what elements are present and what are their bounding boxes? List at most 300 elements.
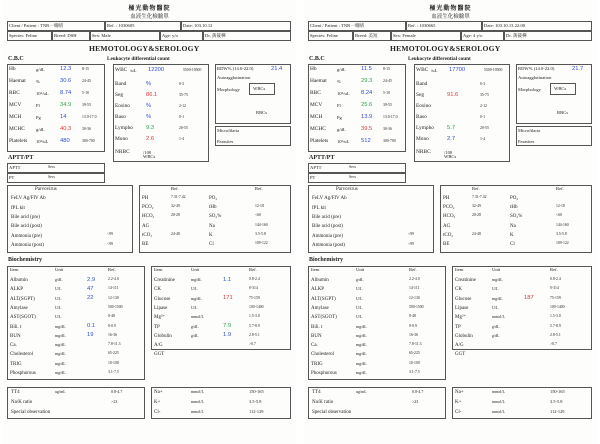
parvo-row: Bile acid (post)	[312, 224, 343, 230]
gas-row-range: 20-28	[171, 213, 180, 218]
morph-label: Morphology	[217, 87, 240, 92]
bio-b-range: 2.8-5.1	[550, 332, 561, 337]
bio-b-unit: mg/dL	[492, 277, 503, 282]
cbc-row-unit: 10³/uL	[337, 138, 350, 144]
bio-a-item-h: Item	[10, 267, 19, 272]
bio-a-name: BUN	[10, 333, 21, 339]
parvo-row: Ammonia (post)	[11, 242, 44, 248]
microfilaria-label: Microfilaria	[518, 128, 541, 133]
pt-secs: Secs	[48, 174, 55, 179]
species-field: Species: Feline	[9, 32, 37, 38]
bio-a-value: 19	[87, 332, 94, 339]
bio-b-unit: g/dL	[191, 332, 199, 338]
gas-ref-header: Ref.	[171, 186, 179, 191]
cbc-row-range: 13.0-17.0	[82, 114, 97, 119]
diff-row-name: Mono	[416, 136, 429, 142]
gas-row-range2: 109-122	[255, 241, 268, 245]
bio-a-unit: U/L	[55, 314, 62, 320]
bio-a-name: TRIG	[311, 361, 323, 367]
nak-label: Na/K ratio	[312, 400, 334, 405]
bio-b-name: A/G	[455, 343, 464, 349]
biochem-heading: Biochemistry	[8, 257, 42, 263]
bio-b-range: 75-159	[550, 295, 561, 300]
bio-a-name: ALT(SGPT)	[311, 296, 336, 302]
bio-a-unit: U/L	[356, 314, 363, 320]
bio-a-unit: mg/dL	[55, 323, 66, 329]
cbc-row-unit: 10⁶/uL	[36, 90, 49, 96]
bio-a-range: 0-48	[108, 314, 115, 319]
rdw-label: RDW% (14.0-22.0)	[217, 66, 254, 71]
bio-b-unit: mg/dL	[492, 295, 503, 301]
hemo-title: HEMOTOLOGY&SEROLOGY	[89, 44, 200, 53]
bio-a-name: Bili. t	[311, 324, 323, 330]
bio-a-name: BUN	[311, 333, 322, 339]
gas-row-name: BE	[142, 242, 149, 247]
bio-b-name: TP	[154, 324, 160, 330]
cbc-row-name: MCV	[9, 102, 22, 108]
cbc-row-range: 300-700	[383, 138, 396, 143]
bio-a-name: AST(SGOT)	[10, 315, 36, 321]
cbc-heading: C.B.C	[8, 56, 24, 62]
diff-row-range: 1-4	[179, 136, 185, 141]
diff-row-name: Lympho	[416, 125, 434, 131]
cbc-row-value: 8.74	[60, 89, 72, 96]
bio-a-unit: U/L	[356, 295, 363, 301]
wbc-range: 5500-19500	[484, 67, 503, 72]
date-field: Date: 103.10.12	[183, 22, 213, 28]
cbc-row-unit: %	[337, 78, 341, 84]
rbcs-label: RBCs	[557, 110, 568, 115]
bio-a-unit: U/L	[55, 304, 62, 310]
gas-row-name2: Na	[510, 223, 516, 229]
gas-row-range2: <60	[556, 213, 562, 218]
bio-a-name: TRIG	[10, 361, 22, 367]
bio-a-range: 2.2-4.0	[108, 277, 119, 281]
bio-a-name: Albumin	[311, 278, 329, 283]
cbc-row-name: Haemat	[9, 78, 26, 84]
gas-row-range: 24-48	[171, 231, 180, 236]
cbc-row-name: Hb	[310, 66, 317, 72]
parvo-row: Parvovirus	[35, 187, 57, 192]
cbc-row-value: 25.6	[361, 101, 373, 108]
pt-label: PT	[9, 174, 15, 180]
bio-a-unit: mg/dL	[356, 332, 367, 338]
bio-a-range: 0-48	[409, 314, 416, 319]
elec-range: 112-129	[550, 409, 565, 414]
bio-b-unit-h: Unit	[191, 267, 200, 272]
bio-a-unit: U/L	[55, 286, 62, 292]
elec-table	[151, 387, 291, 419]
gas-row-range2: <60	[255, 213, 261, 218]
parasites-label: Parasites	[217, 139, 234, 144]
bio-a-range: 3.1-7.5	[108, 370, 119, 374]
gas-row-name: AG	[142, 223, 150, 229]
ammonia-post-range: <99	[107, 241, 113, 246]
client-field: Client / Patient : TNR一晴晴	[310, 22, 365, 28]
bio-a-name: Amylase	[10, 305, 28, 311]
gas-row-name2: K	[510, 232, 514, 238]
cbc-row-name: Haemat	[310, 78, 327, 84]
bio-b-range: 0-314	[550, 286, 559, 291]
diff-row-name: Seg	[416, 92, 425, 98]
bio-b-ref-h: Ref.	[249, 267, 257, 272]
bio-a-range: 0-0.9	[409, 323, 417, 328]
tt4-range: 0.8-4.7	[111, 389, 123, 394]
aptt-secs: Secs	[349, 164, 356, 169]
cbc-row-value: 480	[60, 137, 70, 144]
elec-unit: mmol/L	[191, 399, 204, 404]
gas-row-name: PCO₂	[443, 205, 455, 211]
diff-row-value: %	[146, 102, 152, 109]
gas-ref-header-2: Ref.	[556, 186, 564, 191]
bio-b-name: Lipase	[154, 305, 168, 311]
cbc-row-name: Platelets	[9, 138, 28, 144]
bio-a-range: 14-111	[409, 286, 420, 291]
bio-a-unit: U/L	[55, 295, 62, 301]
gas-row-name2: tHb	[209, 205, 217, 211]
elec-unit: mmol/L	[492, 389, 505, 394]
bio-a-unit-h: Unit	[55, 267, 64, 272]
cbc-row-value: 512	[361, 137, 371, 144]
diff-row-range: 1-4	[480, 136, 486, 141]
bio-a-name: Bili. t	[10, 324, 22, 330]
report-title: 血液生化檢驗單	[130, 14, 169, 20]
elec-name: Cl-	[455, 410, 462, 415]
cbc-row-range: 13.0-17.0	[383, 114, 398, 119]
diff-row-name: Baso	[115, 114, 126, 120]
bio-b-range: 75-159	[249, 295, 260, 300]
bio-b-name: Globulin	[154, 333, 172, 339]
diff-row-value: 91.6	[447, 91, 459, 98]
nak-range: >23	[111, 399, 118, 404]
elec-range: 150-165	[550, 389, 565, 394]
bio-a-unit: mg/dL	[356, 351, 367, 357]
cbc-row-value: 30.6	[60, 77, 72, 84]
age-field: Age: 4 y/o	[463, 32, 483, 38]
bio-a-name: Albumin	[10, 278, 28, 283]
parvo-row: Bile acid (pre)	[11, 214, 40, 220]
biochem-heading: Biochemistry	[309, 257, 343, 263]
bio-b-value: 171	[223, 295, 233, 302]
bio-b-range: 0-314	[249, 286, 258, 291]
elec-range: 3.5-5.8	[249, 399, 262, 404]
age-field: Age: y/o	[162, 32, 178, 38]
cbc-row-range: 8-15	[82, 66, 89, 71]
gas-row-name: PH	[443, 196, 450, 201]
rdw-value: 21.7	[572, 65, 584, 72]
bio-a-name: Ca.	[10, 343, 17, 349]
elec-range: 112-129	[249, 409, 264, 414]
sex-field: Sex: Female	[393, 32, 416, 38]
wbcs-label: WBCs	[554, 86, 567, 91]
ref-field: Ref. : 1030605	[107, 22, 135, 28]
cbc-row-range: 8-15	[383, 66, 390, 71]
diff-row-name: Band	[416, 81, 428, 87]
nak-label: Na/K ratio	[11, 400, 33, 405]
diff-row-range: 35-75	[179, 92, 188, 97]
tt4-unit: ug/mL	[356, 389, 367, 394]
microfilaria-label: Microfilaria	[217, 128, 240, 133]
dr-field: Dr. 黃筱樺	[205, 32, 226, 38]
cbc-row-unit: g/dL	[36, 66, 45, 72]
bio-a-range: 2.2-4.0	[409, 277, 420, 281]
nrbc-label: NRBC	[115, 149, 130, 155]
diff-row-value: %	[146, 113, 152, 120]
cbc-row-name: MCH	[9, 114, 22, 120]
gas-row-name2: Cl	[510, 242, 515, 247]
bio-a-name: Amylase	[311, 305, 329, 311]
bio-a-name: Cholesterol	[10, 352, 34, 358]
bio-a-range: 10-100	[409, 360, 420, 365]
bio-a-unit: mg/dL	[55, 370, 66, 375]
bio-a-range: 12-130	[409, 295, 420, 300]
autoagg-label: Autoagglutination	[217, 75, 251, 80]
tt4-range: 0.8-4.7	[412, 389, 424, 394]
bio-a-range: 10-100	[108, 360, 119, 365]
bio-a-ref-h: Ref.	[409, 267, 417, 272]
gas-row-range2: 3.5-5.8	[556, 231, 567, 236]
bio-b-unit: mg/dL	[191, 277, 202, 282]
bio-a-table	[7, 266, 145, 380]
bio-b-name: GGT	[154, 352, 165, 358]
gas-row-range: 32-49	[171, 204, 180, 209]
bio-a-range: 12-130	[108, 295, 119, 300]
cbc-row-unit: g/dL	[337, 126, 346, 132]
cbc-row-range: 39-55	[82, 102, 91, 107]
bio-a-unit: g/dL	[55, 277, 63, 282]
bio-a-name: ALKP	[10, 287, 24, 293]
bio-a-unit-h: Unit	[356, 267, 365, 272]
cbc-row-value: 34.9	[60, 101, 72, 108]
bio-a-value: 47	[87, 285, 94, 292]
gas-row-name2: K	[209, 232, 213, 238]
bio-b-unit: mmol/L	[191, 314, 204, 320]
hospital-name: 極光動物醫院	[429, 6, 472, 12]
cbc-row-range: 30-36	[383, 126, 392, 131]
bio-b-unit: g/dL	[191, 323, 199, 329]
date-field: Date: 103.10.13 22:00	[484, 22, 526, 28]
rdw-value: 21.4	[271, 65, 283, 72]
bio-a-name: Phosphorous	[311, 371, 337, 376]
pt-label: PT	[310, 174, 316, 180]
diff-row-name: Eosino	[416, 103, 431, 109]
gas-row-name: tCO₂	[443, 232, 454, 238]
gas-row-name: PCO₂	[142, 205, 154, 211]
aptt-pt-heading: APTT/PT	[309, 155, 335, 161]
bio-b-item-h: Item	[154, 267, 163, 272]
diff-row-value: 2.6	[146, 135, 155, 142]
tt4-label: TT4	[11, 390, 20, 395]
bio-a-unit: mg/dL	[55, 332, 66, 338]
bio-b-name: Globulin	[455, 333, 473, 339]
bio-a-range: 7.8-11.3	[108, 342, 121, 347]
bio-b-value: 1.1	[223, 276, 232, 283]
parvo-row: Parvovirus	[336, 187, 358, 192]
diff-row-range: 2-12	[480, 103, 487, 108]
aptt-pt-heading: APTT/PT	[8, 155, 34, 161]
bio-a-range: 16-36	[108, 332, 117, 337]
nrbc-unit: /100 WBCs	[444, 149, 457, 160]
bio-a-range: 0-0.9	[108, 323, 116, 328]
bio-a-unit: mg/dL	[55, 351, 66, 357]
aptt-label: APTT	[310, 164, 322, 170]
gas-row-name2: SO₂%	[209, 214, 222, 220]
bio-b-unit: mg/dL	[191, 295, 202, 301]
cbc-row-unit: Fl	[36, 102, 40, 108]
parvo-row: Ammonia (pre)	[11, 233, 42, 239]
breed-field: Breed: 美短	[355, 32, 378, 38]
elec-unit: mmol/L	[191, 389, 204, 394]
bio-a-unit: mg/dL	[356, 342, 367, 348]
cbc-heading: C.B.C	[309, 56, 325, 62]
bio-a-unit: mg/dL	[356, 370, 367, 375]
gas-row-name: PH	[142, 196, 149, 201]
diff-row-range: 0-1	[179, 114, 185, 119]
lab-report-left	[3, 0, 296, 444]
gas-ref-header: Ref.	[472, 186, 480, 191]
aptt-box	[7, 163, 105, 173]
cbc-row-unit: g/dL	[36, 126, 45, 132]
parasites-label: Parasites	[518, 139, 535, 144]
parvo-row: FeLV Ag/FIV Ab	[11, 196, 46, 202]
wbc-label: WBC	[416, 67, 429, 73]
bio-a-unit: mg/dL	[356, 360, 367, 366]
bio-a-range: 14-111	[108, 286, 119, 291]
tt4-unit: ug/mL	[55, 389, 66, 394]
elec-name: Na+	[455, 390, 464, 395]
elec-name: Cl-	[154, 410, 161, 415]
diff-row-range: 20-55	[480, 125, 489, 130]
bio-a-range: 500-1500	[409, 304, 424, 309]
elec-unit: mmol/L	[492, 409, 505, 414]
pt-secs: Secs	[349, 174, 356, 179]
gas-row-range: 7.31-7.42	[472, 195, 487, 199]
diff-row-name: Mono	[115, 136, 128, 142]
gas-row-name: HCO₃	[142, 214, 155, 220]
diff-row-range: 0-3	[480, 81, 486, 86]
bio-b-range: >0.7	[249, 342, 256, 347]
gas-row-name2: tHb	[510, 205, 518, 211]
wbc-value: 12200	[148, 66, 165, 73]
parvo-row: Bile acid (post)	[11, 224, 42, 230]
bio-b-range: 0.8-2.4	[249, 277, 260, 281]
elec-unit: mmol/L	[492, 399, 505, 404]
diff-row-range: 0-3	[179, 81, 185, 86]
parvo-row: Ammonia (post)	[312, 242, 345, 248]
bio-b-range: 1.5-3.0	[550, 314, 561, 319]
cbc-row-value: 39.5	[361, 125, 373, 132]
bio-b-range: 5.7-8.9	[550, 323, 561, 328]
species-field: Species: Feline	[310, 32, 338, 38]
bio-b-name: Lipase	[455, 305, 469, 311]
bio-a-range: 65-225	[108, 351, 119, 356]
bio-a-name: Phosphorous	[10, 371, 36, 376]
elec-unit: mmol/L	[191, 409, 204, 414]
cbc-row-unit: 10⁶/uL	[337, 90, 350, 96]
diff-row-value: 86.1	[146, 91, 158, 98]
aptt-box	[308, 163, 406, 173]
bio-b-name: CK	[154, 287, 161, 293]
cbc-row-value: 8.24	[361, 89, 373, 96]
bio-a-ref-h: Ref.	[108, 267, 116, 272]
bio-a-range: 7.8-11.3	[409, 342, 422, 347]
wbc-label: WBC	[115, 67, 128, 73]
bio-a-unit: g/dL	[356, 277, 364, 282]
bio-b-range: >0.7	[550, 342, 557, 347]
cbc-row-name: RBC	[310, 90, 321, 96]
gas-row-range: 24-48	[472, 231, 481, 236]
bio-b-range: 100-1400	[249, 304, 264, 309]
autoagg-label: Autoagglutination	[518, 75, 552, 80]
parvo-row: fPL kit	[312, 205, 326, 211]
bio-a-item-h: Item	[311, 267, 320, 272]
wbc-unit: /uL	[130, 67, 137, 73]
cbc-row-value: 13.9	[361, 113, 373, 120]
cbc-row-name: MCH	[310, 114, 323, 120]
gas-row-range2: 12-18	[255, 204, 264, 209]
elec-table	[452, 387, 592, 419]
cbc-row-unit: %	[36, 78, 40, 84]
breed-field: Breed: DSH	[54, 32, 77, 38]
cbc-row-range: 5-10	[383, 90, 390, 95]
diff-row-range: 0-1	[480, 114, 486, 119]
gas-row-name2: SO₂%	[510, 214, 523, 220]
bio-b-unit: g/dL	[492, 323, 500, 329]
bio-a-name: Cholesterol	[311, 352, 335, 358]
bio-b-range: 5.7-8.9	[249, 323, 260, 328]
cbc-row-unit: Fl	[337, 102, 341, 108]
elec-range: 150-165	[249, 389, 264, 394]
cbc-row-value: 29.3	[361, 77, 373, 84]
wbc-unit: /uL	[431, 67, 438, 73]
bio-a-range: 3.1-7.5	[409, 370, 420, 374]
bio-a-value: 22	[87, 295, 94, 302]
aptt-secs: Secs	[48, 164, 55, 169]
tt4-label: TT4	[312, 390, 321, 395]
bio-a-unit: mg/dL	[55, 360, 66, 366]
bio-b-unit: g/dL	[492, 332, 500, 338]
bio-b-range: 1.5-3.0	[249, 314, 260, 319]
diff-row-range: 20-55	[179, 125, 188, 130]
gas-row-range: 32-49	[472, 204, 481, 209]
bio-a-unit: mg/dL	[356, 323, 367, 329]
wbc-table	[113, 64, 209, 162]
sex-field: Sex: Male	[92, 32, 111, 38]
parvo-row: fPL kit	[11, 205, 25, 211]
cbc-row-unit: Pg	[337, 114, 342, 120]
leuko-heading: Leukocyte differential count	[408, 56, 471, 62]
cbc-row-name: MCHC	[9, 126, 25, 132]
cbc-row-value: 40.3	[60, 125, 72, 132]
gas-row-range2: 109-122	[556, 241, 569, 245]
bio-b-range: 100-1400	[550, 304, 565, 309]
bio-a-unit: U/L	[356, 286, 363, 292]
pt-box	[308, 173, 406, 183]
hemo-title: HEMOTOLOGY&SEROLOGY	[390, 44, 501, 53]
gas-row-name2: Cl	[209, 242, 214, 247]
wbcs-label: WBCs	[253, 86, 266, 91]
bio-b-unit: U/L	[191, 304, 198, 310]
gas-row-name: HCO₃	[443, 214, 456, 220]
bio-a-range: 500-1500	[108, 304, 123, 309]
cbc-row-range: 5-10	[82, 90, 89, 95]
parvo-row: FeLV Ag/FIV Ab	[312, 196, 347, 202]
gas-row-name: tCO₂	[142, 232, 153, 238]
bio-b-range: 0.8-2.4	[550, 277, 561, 281]
diff-row-name: Baso	[416, 114, 427, 120]
special-label: Special observation	[312, 410, 352, 415]
cbc-row-range: 24-45	[82, 78, 91, 83]
